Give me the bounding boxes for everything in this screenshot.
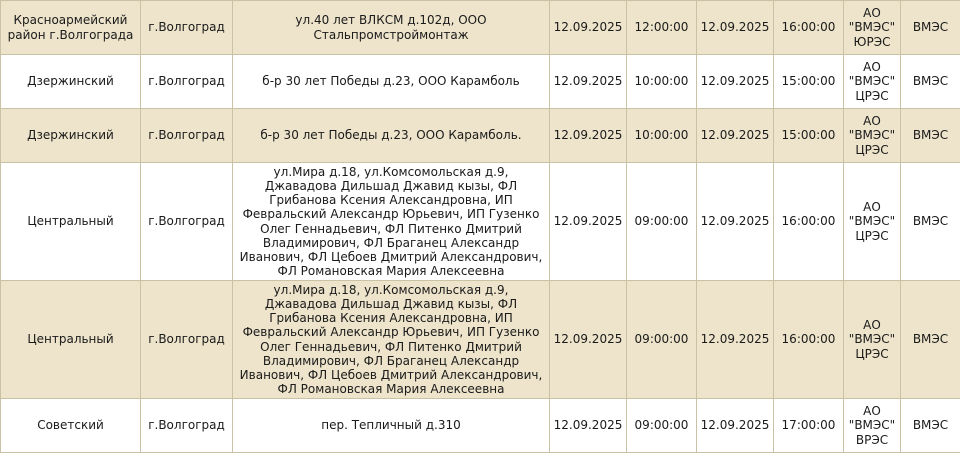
end-time-cell: 15:00:00 [774, 55, 844, 109]
end-time-cell: 16:00:00 [774, 281, 844, 399]
district-cell: Дзержинский [1, 55, 141, 109]
table-row [1, 55, 960, 109]
company-cell: ВМЭС [901, 281, 960, 399]
start-time-cell: 10:00:00 [627, 109, 697, 163]
address-cell: б-р 30 лет Победы д.23, ООО Карамболь [233, 55, 550, 109]
city-cell: г.Волгоград [141, 399, 233, 453]
address-cell: ул.Мира д.18, ул.Комсомольская д.9, Джавадова Дильшад Джавид кызы, ФЛ Грибанова Ксения Александровна, ИП Февральский Александр Юрьевич, ИП Гузенко Олег Геннадьевич, ФЛ Питенко Дмитрий Владимирович, ФЛ Браганец Александр Иванович, ФЛ Цебоев Дмитрий Александрович, ФЛ Романовская Мария Алексеевна [233, 163, 550, 281]
start-date-cell: 12.09.2025 [550, 109, 627, 163]
start-date-cell: 12.09.2025 [550, 399, 627, 453]
company-cell: ВМЭС [901, 109, 960, 163]
table-row [1, 109, 960, 163]
org-cell: АО "ВМЭС" ЦРЭС [844, 281, 901, 399]
company-cell: ВМЭС [901, 399, 960, 453]
city-cell: г.Волгоград [141, 109, 233, 163]
end-time-cell: 15:00:00 [774, 109, 844, 163]
district-cell: Советский [1, 399, 141, 453]
table-row [1, 1, 960, 55]
end-date-cell: 12.09.2025 [697, 399, 774, 453]
end-date-cell: 12.09.2025 [697, 55, 774, 109]
district-cell: Красноармейский район г.Волгограда [1, 1, 141, 55]
district-cell: Центральный [1, 281, 141, 399]
end-date-cell: 12.09.2025 [697, 163, 774, 281]
company-cell: ВМЭС [901, 55, 960, 109]
org-cell: АО "ВМЭС" ЦРЭС [844, 163, 901, 281]
address-cell: ул.40 лет ВЛКСМ д.102д, ООО Стальпромстроймонтаж [233, 1, 550, 55]
org-cell: АО "ВМЭС" ЦРЭС [844, 109, 901, 163]
org-cell: АО "ВМЭС" ВРЭС [844, 399, 901, 453]
table-row [1, 281, 960, 399]
org-cell: АО "ВМЭС" ЦРЭС [844, 55, 901, 109]
end-date-cell: 12.09.2025 [697, 109, 774, 163]
start-time-cell: 12:00:00 [627, 1, 697, 55]
start-time-cell: 09:00:00 [627, 163, 697, 281]
district-cell: Центральный [1, 163, 141, 281]
start-date-cell: 12.09.2025 [550, 163, 627, 281]
start-time-cell: 10:00:00 [627, 55, 697, 109]
company-cell: ВМЭС [901, 163, 960, 281]
city-cell: г.Волгоград [141, 1, 233, 55]
address-cell: б-р 30 лет Победы д.23, ООО Карамболь. [233, 109, 550, 163]
district-cell: Дзержинский [1, 109, 141, 163]
end-time-cell: 16:00:00 [774, 1, 844, 55]
city-cell: г.Волгоград [141, 163, 233, 281]
end-time-cell: 16:00:00 [774, 163, 844, 281]
start-date-cell: 12.09.2025 [550, 281, 627, 399]
table-row [1, 399, 960, 453]
end-date-cell: 12.09.2025 [697, 281, 774, 399]
start-time-cell: 09:00:00 [627, 399, 697, 453]
city-cell: г.Волгоград [141, 55, 233, 109]
table-row [1, 163, 960, 281]
address-cell: пер. Тепличный д.310 [233, 399, 550, 453]
address-cell: ул.Мира д.18, ул.Комсомольская д.9, Джавадова Дильшад Джавид кызы, ФЛ Грибанова Ксения Александровна, ИП Февральский Александр Юрьевич, ИП Гузенко Олег Геннадьевич, ФЛ Питенко Дмитрий Владимирович, ФЛ Браганец Александр Иванович, ФЛ Цебоев Дмитрий Александрович, ФЛ Романовская Мария Алексеевна [233, 281, 550, 399]
start-time-cell: 09:00:00 [627, 281, 697, 399]
city-cell: г.Волгоград [141, 281, 233, 399]
company-cell: ВМЭС [901, 1, 960, 55]
end-date-cell: 12.09.2025 [697, 1, 774, 55]
start-date-cell: 12.09.2025 [550, 1, 627, 55]
org-cell: АО "ВМЭС" ЮРЭС [844, 1, 901, 55]
end-time-cell: 17:00:00 [774, 399, 844, 453]
start-date-cell: 12.09.2025 [550, 55, 627, 109]
